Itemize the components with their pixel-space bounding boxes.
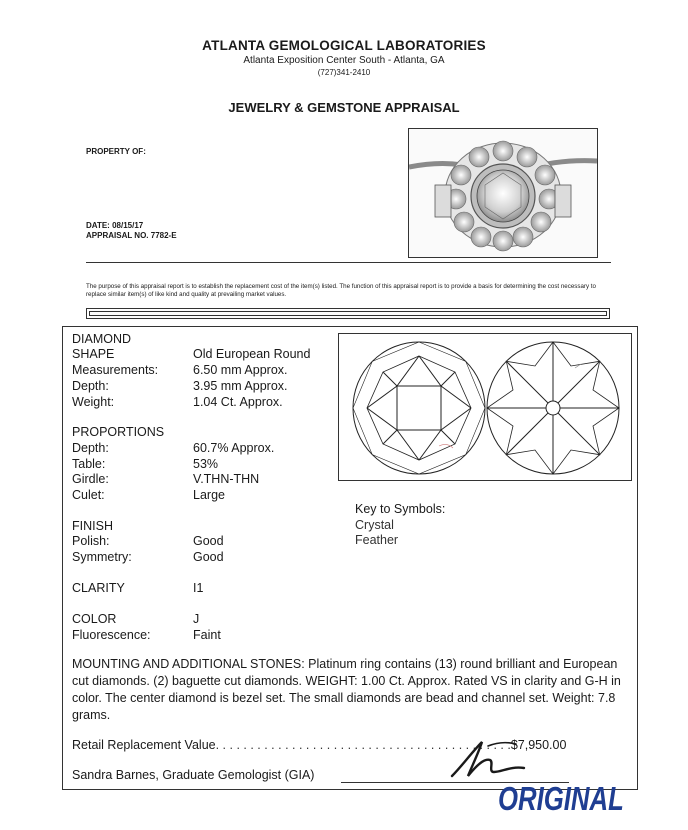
shape-value: Old European Round — [193, 347, 311, 361]
purpose-statement: The purpose of this appraisal report is to establish the replacement cost of the item(s) listed. The function of this appraisal report is to provide a basis for determining the cost necessary to replace similar item(s) of like kind and quality at prevailing market values. — [86, 283, 596, 298]
proportion-depth-value: 60.7% Approx. — [193, 441, 275, 455]
pavilion-view — [487, 342, 619, 474]
measurements-value: 6.50 mm Approx. — [193, 363, 288, 377]
handwritten-signature — [448, 736, 528, 782]
key-to-symbols — [355, 502, 445, 549]
retail-value-leader: . . . . . . . . . . . . . . . . . . . . . . . . . . . . . . . . . . . . . . . . . . . — [215, 738, 511, 752]
symmetry-label: Symmetry: — [72, 550, 132, 564]
ring-photo — [408, 128, 598, 258]
proportion-depth-label: Depth: — [72, 441, 109, 455]
section-diamond: DIAMOND — [72, 332, 132, 346]
signer-name: Sandra Barnes, Graduate Gemologist (GIA) — [72, 768, 315, 782]
report-title: JEWELRY & GEMSTONE APPRAISAL — [228, 100, 460, 115]
double-rule-bar — [86, 308, 610, 319]
weight-label: Weight: — [72, 395, 115, 409]
key-title: Key to Symbols: — [355, 502, 446, 516]
lab-name: ATLANTA GEMOLOGICAL LABORATORIES — [202, 38, 486, 53]
clarity-value: I1 — [193, 581, 204, 595]
color-label: COLOR — [72, 612, 117, 626]
retail-value-line — [72, 738, 632, 752]
diamond-plot-diagram — [338, 333, 632, 481]
appraisal-number: APPRAISAL NO. 7782-E — [86, 231, 177, 240]
polish-value: Good — [193, 534, 224, 548]
measurements-label: Measurements: — [72, 363, 159, 377]
weight-value: 1.04 Ct. Approx. — [193, 395, 283, 409]
key-feather: Feather — [355, 533, 399, 547]
fluorescence-value: Faint — [193, 628, 221, 642]
lab-address: Atlanta Exposition Center South - Atlanta, GA — [243, 55, 445, 66]
retail-value-label: Retail Replacement Value — [72, 738, 216, 752]
appraisal-date: DATE: 08/15/17 — [86, 221, 144, 230]
section-proportions: PROPORTIONS — [72, 425, 165, 439]
table-value: 53% — [193, 457, 219, 471]
color-value: J — [193, 612, 200, 626]
property-of-label: PROPERTY OF: — [86, 147, 146, 156]
polish-label: Polish: — [72, 534, 110, 548]
clarity-label: CLARITY — [72, 581, 125, 595]
ring-illustration — [409, 129, 597, 257]
retail-value-amount: $7,950.00 — [510, 738, 567, 752]
depth-value: 3.95 mm Approx. — [193, 379, 288, 393]
double-rule-inner — [89, 311, 607, 316]
culet-value: Large — [193, 488, 225, 502]
culet-label: Culet: — [72, 488, 105, 502]
mounting-description: MOUNTING AND ADDITIONAL STONES: Platinum ring contains (13) round brilliant and European cut diamonds. (2) baguette cut diamonds. WEIGHT: 1.00 Ct. Approx. Rated VS in clarity and G-H in color. The center diamond is bezel set. The small diamonds are bead and channel set. Weight: 7.8 grams. — [72, 657, 621, 722]
girdle-label: Girdle: — [72, 472, 109, 486]
shape-label: SHAPE — [72, 347, 115, 361]
girdle-value: V.THN-THN — [193, 472, 260, 486]
fluorescence-label: Fluorescence: — [72, 628, 151, 642]
header-divider — [86, 262, 611, 263]
lab-phone: (727)341-2410 — [317, 68, 371, 77]
key-crystal: Crystal — [355, 517, 394, 532]
original-stamp: ORIGINAL — [498, 780, 624, 817]
diamond-plot-svg — [339, 334, 631, 480]
table-label: Table: — [72, 457, 106, 471]
crown-view — [353, 342, 485, 474]
depth-label: Depth: — [72, 379, 109, 393]
symmetry-value: Good — [193, 550, 224, 564]
section-finish: FINISH — [72, 519, 113, 533]
